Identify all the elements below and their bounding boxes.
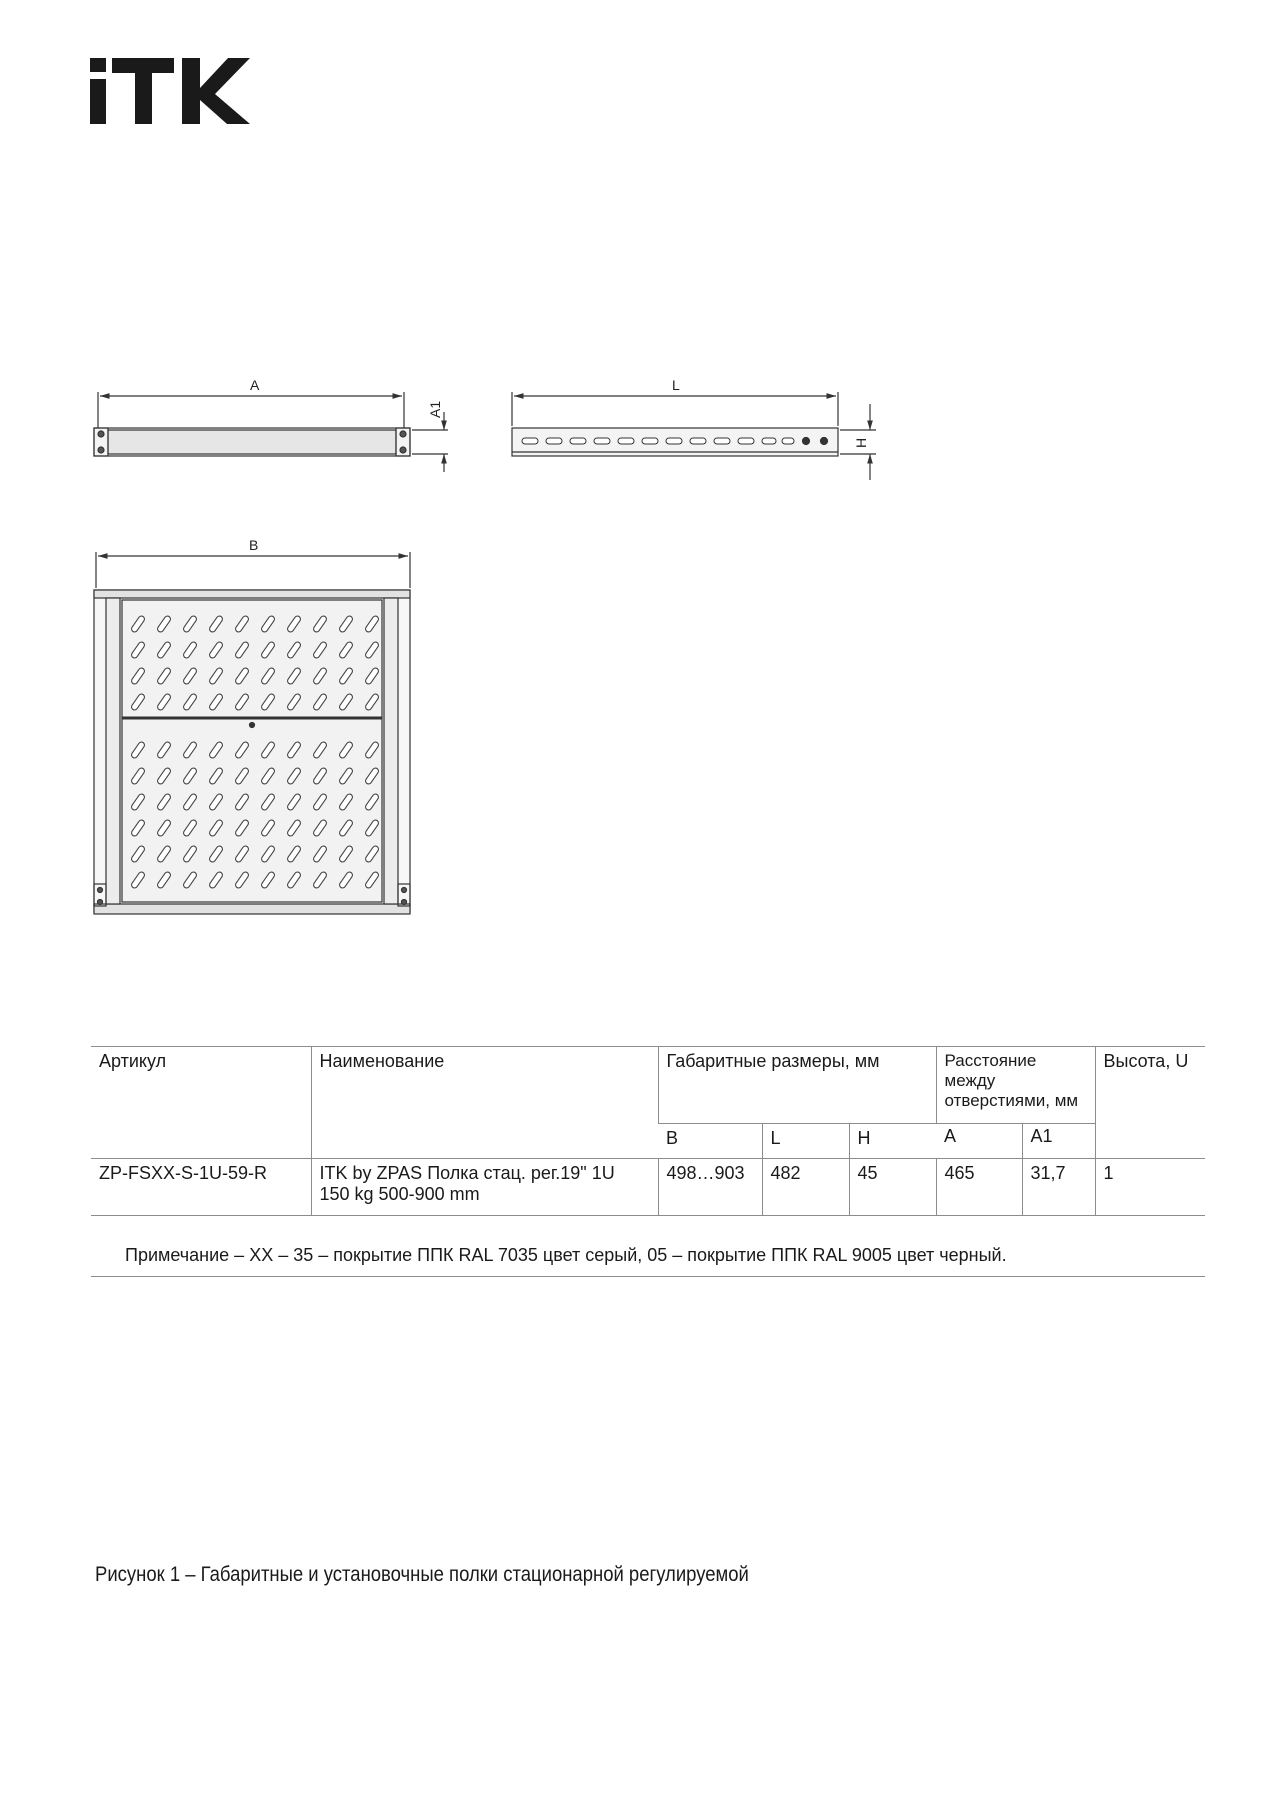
ventilation-slot [130,641,145,659]
ventilation-slot [338,819,353,837]
ventilation-slot [182,693,197,711]
ventilation-slot [338,667,353,685]
ventilation-slot [156,641,171,659]
ventilation-slot [260,741,275,759]
ventilation-slot [234,693,249,711]
ventilation-slot [234,667,249,685]
header-l: L [762,1124,849,1159]
cell-b: 498…903 [658,1159,762,1216]
ventilation-slot [312,793,327,811]
ventilation-slot [182,741,197,759]
header-a: A [936,1124,1022,1159]
ventilation-slot [364,693,379,711]
ventilation-slot [286,741,301,759]
specification-table [91,1046,1205,1216]
ventilation-slot [364,845,379,863]
ventilation-slot [260,845,275,863]
table-row [91,1159,1205,1216]
ventilation-slot [312,819,327,837]
ventilation-slot [286,793,301,811]
ventilation-slot [208,793,223,811]
ventilation-slot [182,871,197,889]
ventilation-slot [234,793,249,811]
header-name: Наименование [311,1047,658,1159]
figure-caption: Рисунок 1 – Габаритные и установочные полки стационарной регулируемой [95,1563,749,1586]
ventilation-slot [130,819,145,837]
ventilation-slot [208,741,223,759]
ventilation-slot [130,693,145,711]
ventilation-slot [156,667,171,685]
ventilation-slot [260,793,275,811]
ventilation-slot [312,693,327,711]
ventilation-slot [208,767,223,785]
ventilation-slot [182,819,197,837]
ventilation-slot [208,667,223,685]
ventilation-slot [364,767,379,785]
ventilation-slot [364,641,379,659]
ventilation-slot [156,793,171,811]
ventilation-slot [260,641,275,659]
dim-label-l: L [672,377,680,393]
ventilation-slot [338,641,353,659]
ventilation-slot [312,641,327,659]
ventilation-slot [130,793,145,811]
ventilation-slot [364,615,379,633]
header-hole-distance: Расстояние между отверстиями, мм [936,1047,1095,1124]
ventilation-slot [130,871,145,889]
ventilation-slot [208,845,223,863]
ventilation-slot [156,615,171,633]
header-h: H [849,1124,936,1159]
ventilation-slot [286,615,301,633]
ventilation-slot [234,845,249,863]
ventilation-slot [286,819,301,837]
ventilation-slot [234,641,249,659]
ventilation-slot [208,871,223,889]
cell-a1: 31,7 [1022,1159,1095,1216]
ventilation-slot [130,767,145,785]
ventilation-slot [260,871,275,889]
header-b: B [658,1124,762,1159]
ventilation-slot [260,615,275,633]
ventilation-slot [338,767,353,785]
ventilation-slot [130,667,145,685]
ventilation-slot [130,615,145,633]
ventilation-slot [312,667,327,685]
ventilation-slot [130,845,145,863]
ventilation-slot [156,741,171,759]
ventilation-slot [182,641,197,659]
ventilation-slot [234,767,249,785]
ventilation-slot [338,741,353,759]
dim-label-h: H [853,437,869,448]
side-slots [522,438,794,444]
ventilation-slots [130,615,379,889]
ventilation-slot [286,871,301,889]
cell-article: ZP-FSXX-S-1U-59-R [91,1159,311,1216]
ventilation-slot [182,793,197,811]
side-view [512,392,876,480]
header-article: Артикул [91,1047,311,1159]
ventilation-slot [234,871,249,889]
ventilation-slot [234,615,249,633]
ventilation-slot [260,667,275,685]
ventilation-slot [156,819,171,837]
ventilation-slot [364,871,379,889]
ventilation-slot [156,845,171,863]
ventilation-slot [338,793,353,811]
ventilation-slot [234,819,249,837]
ventilation-slot [338,871,353,889]
ventilation-slot [156,767,171,785]
ventilation-slot [312,871,327,889]
dim-label-a: A [250,377,260,393]
ventilation-slot [182,845,197,863]
ventilation-slot [208,641,223,659]
ventilation-slot [338,615,353,633]
cell-height: 1 [1095,1159,1205,1216]
ventilation-slot [364,793,379,811]
ventilation-slot [312,767,327,785]
ventilation-slot [156,871,171,889]
cell-name: ITK by ZPAS Полка стац. рег.19" 1U 150 kg 500-900 mm [311,1159,658,1216]
ventilation-slot [182,615,197,633]
ventilation-slot [208,615,223,633]
ventilation-slot [286,641,301,659]
ventilation-slot [312,741,327,759]
header-a1: A1 [1022,1124,1095,1159]
table-note: Примечание – XX – 35 – покрытие ППК RAL 7035 цвет серый, 05 – покрытие ППК RAL 9005 цвет черный. [125,1245,1007,1265]
ventilation-slot [130,741,145,759]
ventilation-slot [260,767,275,785]
ventilation-slot [234,741,249,759]
ventilation-slot [286,667,301,685]
ventilation-slot [260,819,275,837]
ventilation-slot [338,845,353,863]
top-view [94,552,410,914]
front-view [94,392,448,472]
note-divider [91,1276,1205,1277]
dim-label-b: B [249,537,259,553]
cell-h: 45 [849,1159,936,1216]
ventilation-slot [312,615,327,633]
ventilation-slot [364,667,379,685]
cell-a: 465 [936,1159,1022,1216]
ventilation-slot [208,693,223,711]
ventilation-slot [364,741,379,759]
ventilation-slot [182,767,197,785]
ventilation-slot [286,693,301,711]
cell-l: 482 [762,1159,849,1216]
ventilation-slot [260,693,275,711]
dim-label-a1: A1 [427,400,443,418]
ventilation-slot [338,693,353,711]
ventilation-slot [364,819,379,837]
header-height: Высота, U [1095,1047,1205,1159]
ventilation-slot [182,667,197,685]
ventilation-slot [312,845,327,863]
ventilation-slot [208,819,223,837]
ventilation-slot [286,845,301,863]
itk-logo [90,58,250,124]
header-dimensions: Габаритные размеры, мм [658,1047,936,1124]
ventilation-slot [156,693,171,711]
ventilation-slot [286,767,301,785]
